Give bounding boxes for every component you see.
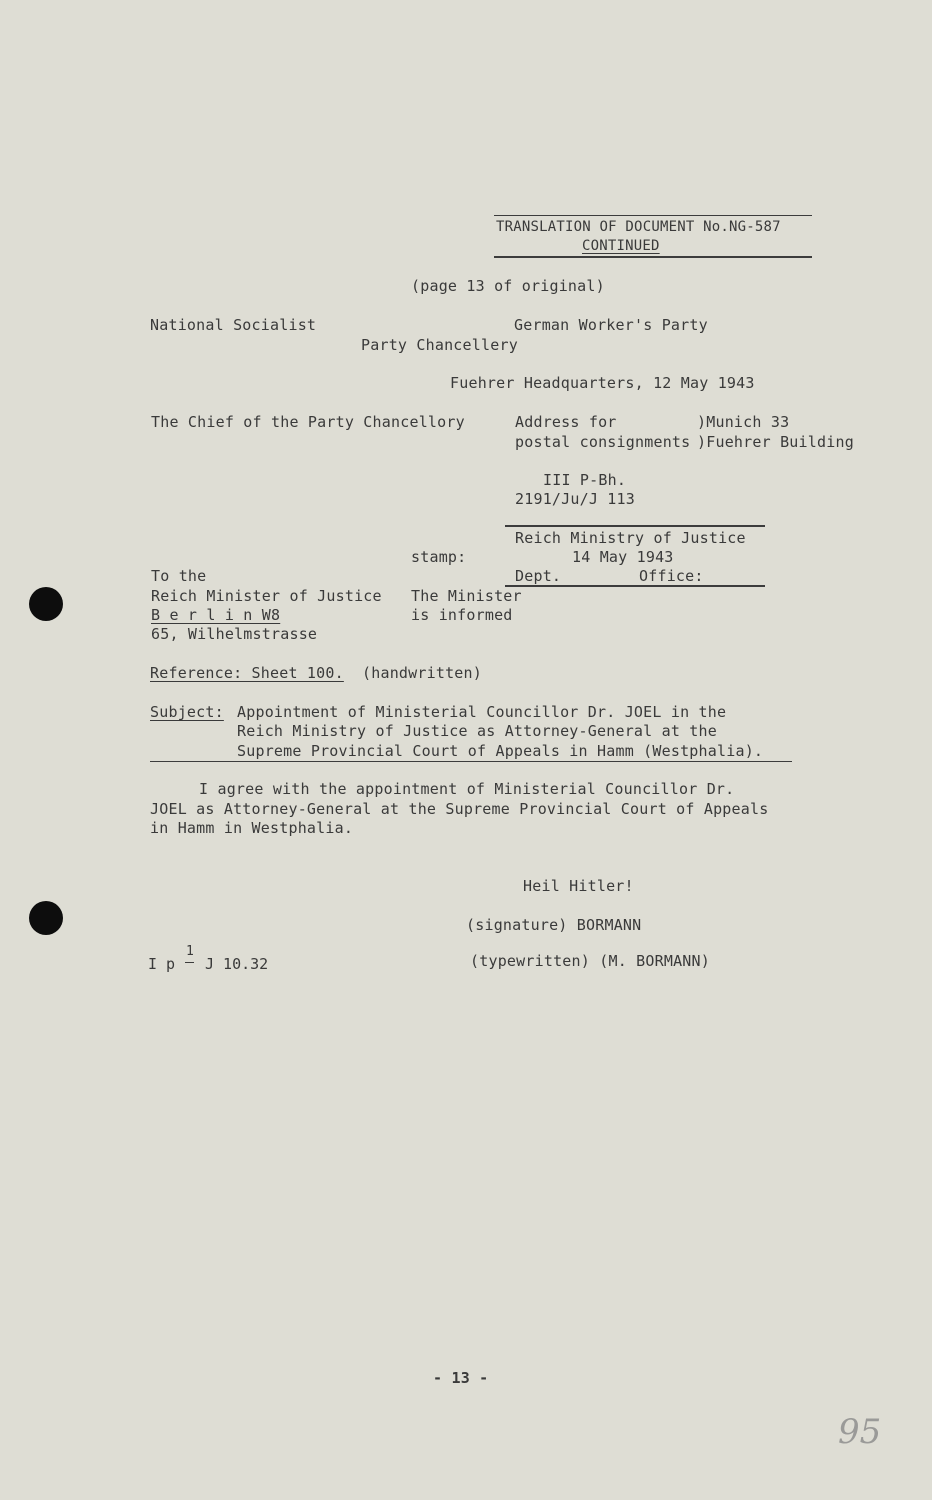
stamp-date: 14 May 1943 bbox=[572, 548, 674, 566]
recipient-line3: B e r l i n W8 bbox=[151, 606, 281, 624]
header-title-line1: TRANSLATION OF DOCUMENT No.NG-587 bbox=[496, 219, 781, 235]
punch-hole-bottom bbox=[29, 901, 63, 935]
stamp-office: Office: bbox=[639, 567, 704, 585]
recipient-line4: 65, Wilhelmstrasse bbox=[151, 625, 318, 643]
stamp-note-line1: The Minister bbox=[411, 587, 522, 605]
body-line2: JOEL as Attorney-General at the Supreme Provincial Court of Appeals bbox=[150, 800, 769, 818]
stamp-bottom-rule bbox=[505, 585, 765, 587]
page-reference: (page 13 of original) bbox=[411, 277, 605, 295]
stamp-ministry: Reich Ministry of Justice bbox=[515, 529, 746, 547]
stamp-top-rule bbox=[505, 525, 765, 527]
file-ref-line2: 2191/Ju/J 113 bbox=[515, 490, 635, 508]
file-ref-line1: III P-Bh. bbox=[543, 471, 627, 489]
subject-line3: Supreme Provincial Court of Appeals in Hamm (Westphalia). bbox=[237, 742, 764, 760]
address-value-line2: )Fuehrer Building bbox=[697, 433, 854, 451]
punch-hole-top bbox=[29, 587, 63, 621]
recipient-line2: Reich Minister of Justice bbox=[151, 587, 382, 605]
page-number: - 13 - bbox=[433, 1369, 489, 1387]
recipient-line1: To the bbox=[151, 567, 207, 585]
stamp-dept: Dept. bbox=[515, 567, 562, 585]
letterhead-center: Party Chancellery bbox=[361, 336, 518, 354]
place-date: Fuehrer Headquarters, 12 May 1943 bbox=[450, 374, 755, 392]
address-value-line1: )Munich 33 bbox=[697, 413, 790, 431]
letterhead-left: National Socialist bbox=[150, 316, 317, 334]
pencil-page-number: 95 bbox=[838, 1412, 882, 1452]
salutation: Heil Hitler! bbox=[523, 877, 634, 895]
stamp-label: stamp: bbox=[411, 548, 467, 566]
header-bottom-rule bbox=[494, 256, 812, 258]
typewritten-name: (typewritten) (M. BORMANN) bbox=[470, 952, 710, 970]
reference-label: Reference: Sheet 100. bbox=[150, 664, 344, 682]
header-title-line2: CONTINUED bbox=[582, 238, 660, 254]
signature: (signature) BORMANN bbox=[466, 916, 642, 934]
stamp-note-line2: is informed bbox=[411, 606, 513, 624]
body-line1: I agree with the appointment of Ministerial Councillor Dr. bbox=[199, 780, 735, 798]
subject-line1: Appointment of Ministerial Councillor Dr. JOEL in the bbox=[237, 703, 727, 721]
sender: The Chief of the Party Chancellory bbox=[151, 413, 465, 431]
file-mark-suffix: J 10.32 bbox=[205, 955, 269, 973]
subject-underline bbox=[150, 761, 792, 762]
body-line3: in Hamm in Westphalia. bbox=[150, 819, 354, 837]
file-mark-numerator: 1 bbox=[186, 944, 194, 959]
header-top-rule bbox=[494, 215, 812, 216]
subject-label: Subject: bbox=[150, 703, 224, 721]
reference-note: (handwritten) bbox=[362, 664, 482, 682]
file-mark-prefix: I p bbox=[148, 955, 176, 973]
letterhead-right: German Worker's Party bbox=[514, 316, 708, 334]
subject-line2: Reich Ministry of Justice as Attorney-General at the bbox=[237, 722, 717, 740]
file-mark-fraction-bar bbox=[185, 962, 194, 963]
address-label-line2: postal consignments bbox=[515, 433, 691, 451]
address-label-line1: Address for bbox=[515, 413, 617, 431]
